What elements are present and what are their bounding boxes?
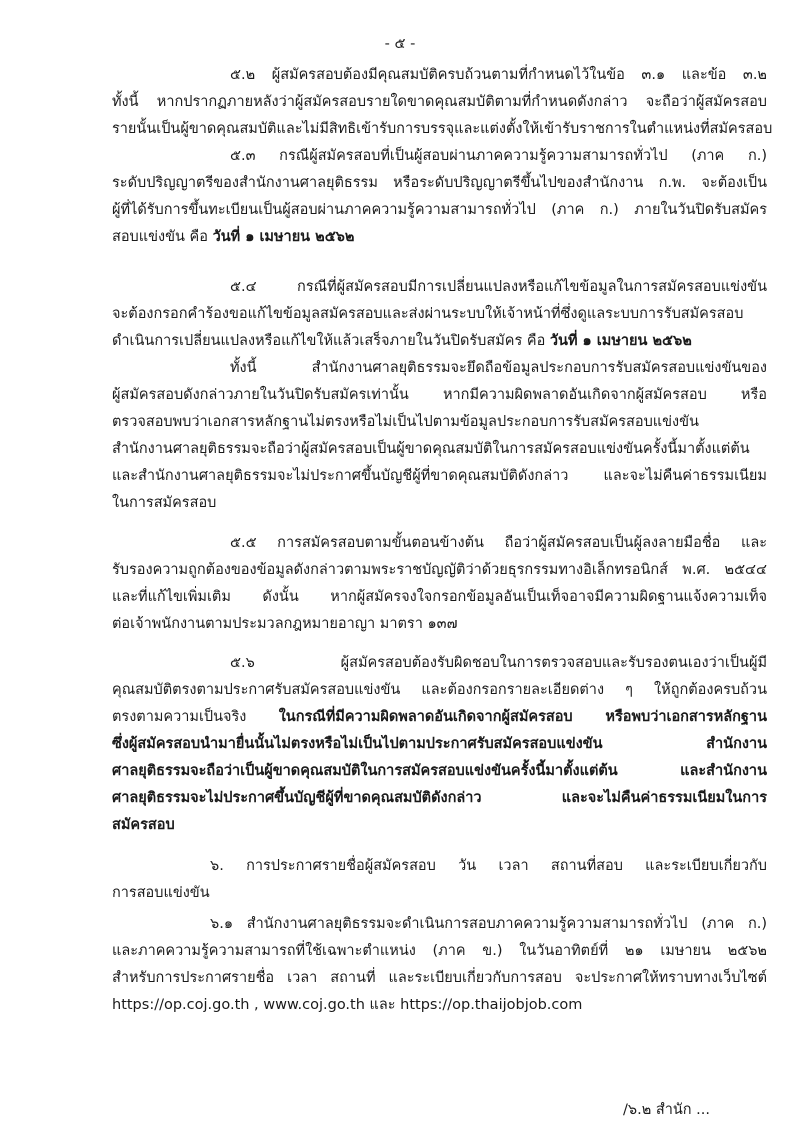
text-line — [112, 731, 767, 758]
paragraph-5-3 — [112, 143, 767, 251]
paragraph-5-2 — [112, 62, 773, 143]
line-text: ระดับปริญญาตรีของสำนักงานศาลยุติธรรม หรือระดับปริญญาตรีขึ้นไปของสำนักงาน ก.พ. จะต้องเป็น — [112, 175, 767, 191]
line-text: รายนั้นเป็นผู้ขาดคุณสมบัติและไม่มีสิทธิเข้ารับการบรรจุและแต่งตั้งให้เข้ารับราชการในตำแหน่งที่สมัครสอบ — [112, 121, 773, 137]
line-text: การสอบแข่งขัน — [112, 885, 210, 901]
line-text: สอบแข่งขัน คือ — [112, 229, 213, 245]
line-text: และที่แก้ไขเพิ่มเติม ดังนั้น หากผู้สมัครจงใจกรอกข้อมูลอันเป็นเท็จอาจมีความผิดฐานแจ้งความเท็จ — [112, 589, 767, 605]
line-text: ในการสมัครสอบ — [112, 495, 217, 511]
line-text: ผู้สมัครสอบดังกล่าวภายในวันปิดรับสมัครเท่านั้น หากมีความผิดพลาดอันเกิดจากผู้สมัครสอบ หรือ — [112, 387, 767, 403]
text-line — [112, 812, 767, 839]
text-line — [112, 89, 767, 116]
text-line — [112, 992, 767, 1019]
text-line — [112, 62, 767, 89]
line-text: https://op.coj.go.th , www.coj.go.th และ https://op.thaijobjob.com — [112, 997, 583, 1013]
text-line — [112, 965, 767, 992]
line-text: ๖. การประกาศรายชื่อผู้สมัครสอบ วัน เวลา สถานที่สอบ และระเบียบเกี่ยวกับ — [210, 858, 767, 874]
line-bold-text: วันที่ ๑ เมษายน ๒๕๖๒ — [549, 333, 692, 349]
text-line — [112, 436, 767, 463]
line-text: ตรวจสอบพบว่าเอกสารหลักฐานไม่ตรงหรือไม่เป็นไปตามข้อมูลประกอบการรับสมัครสอบแข่งขัน — [112, 414, 699, 430]
text-line — [112, 584, 767, 611]
text-line — [112, 197, 767, 224]
paragraph-5-4 — [112, 274, 767, 517]
line-text: ดำเนินการเปลี่ยนแปลงหรือแก้ไขให้แล้วเสร็จภายในวันปิดรับสมัคร คือ — [112, 333, 550, 349]
text-line — [112, 355, 767, 382]
line-text: ๕.๕ การสมัครสอบตามขั้นตอนข้างต้น ถือว่าผู้สมัครสอบเป็นผู้ลงลายมือชื่อ และ — [230, 535, 767, 551]
line-text: คุณสมบัติตรงตามประกาศรับสมัครสอบแข่งขัน และต้องกรอกรายละเอียดต่าง ๆ ให้ถูกต้องครบถ้วน — [112, 682, 767, 698]
text-line — [112, 557, 767, 584]
paragraph-5-6 — [112, 650, 767, 839]
text-line — [112, 911, 767, 938]
line-text: ๕.๔ กรณีที่ผู้สมัครสอบมีการเปลี่ยนแปลงหรือแก้ไขข้อมูลในการสมัครสอบแข่งขัน — [230, 279, 767, 295]
text-line — [112, 382, 767, 409]
text-line — [112, 463, 767, 490]
text-line — [112, 677, 767, 704]
line-text: ทั้งนี้ สำนักงานศาลยุติธรรมจะยึดถือข้อมูลประกอบการรับสมัครสอบแข่งขันของ — [230, 360, 767, 376]
line-text: ทั้งนี้ หากปรากฏภายหลังว่าผู้สมัครสอบรายใดขาดคุณสมบัติตามที่กำหนดดังกล่าว จะถือว่าผู้สมัครสอบ — [112, 94, 767, 110]
text-line — [112, 880, 767, 907]
continuation-reference: /๖.๒ สำนัก ... — [623, 1102, 710, 1118]
text-line — [112, 938, 767, 965]
text-line — [112, 611, 767, 638]
line-bold-text: ศาลยุติธรรมจะถือว่าเป็นผู้ขาดคุณสมบัติในการสมัครสอบแข่งขันครั้งนี้มาตั้งแต่ต้น และสำนักงาน — [112, 763, 767, 779]
line-text: รับรองความถูกต้องของข้อมูลดังกล่าวตามพระราชบัญญัติว่าด้วยธุรกรรมทางอิเล็กทรอนิกส์ พ.ศ. ๒๕๔๔ — [112, 562, 767, 578]
text-line — [112, 785, 767, 812]
line-text: ๕.๒ ผู้สมัครสอบต้องมีคุณสมบัติครบถ้วนตามที่กำหนดไว้ในข้อ ๓.๑ และข้อ ๓.๒ — [230, 67, 767, 83]
line-bold-text: สมัครสอบ — [112, 817, 175, 833]
line-text: จะต้องกรอกคำร้องขอแก้ไขข้อมูลสมัครสอบและส่งผ่านระบบให้เจ้าหน้าที่ซึ่งดูแลระบบการรับสมัครสอบ — [112, 306, 744, 322]
text-line — [112, 274, 767, 301]
text-line — [112, 409, 767, 436]
paragraph-6-1 — [112, 911, 767, 1019]
line-bold-text: วันที่ ๑ เมษายน ๒๕๖๒ — [212, 229, 355, 245]
text-line — [112, 650, 767, 677]
line-text: ๕.๓ กรณีผู้สมัครสอบที่เป็นผู้สอบผ่านภาคความรู้ความสามารถทั่วไป (ภาค ก.) — [230, 148, 767, 164]
line-bold-text: ซึ่งผู้สมัครสอบนำมายื่นนั้นไม่ตรงหรือไม่เป็นไปตามประกาศรับสมัครสอบแข่งขัน สำนักงาน — [112, 736, 767, 752]
text-line — [112, 143, 767, 170]
line-bold-text: ในกรณีที่มีความผิดพลาดอันเกิดจากผู้สมัครสอบ หรือพบว่าเอกสารหลักฐาน — [278, 709, 767, 725]
paragraph-6 — [112, 853, 767, 907]
text-line — [112, 116, 773, 143]
line-text: ผู้ที่ได้รับการขึ้นทะเบียนเป็นผู้สอบผ่านภาคความรู้ความสามารถทั่วไป (ภาค ก.) ภายในวันปิดรับสมัคร — [112, 202, 767, 218]
line-text: และสำนักงานศาลยุติธรรมจะไม่ประกาศขึ้นบัญชีผู้ที่ขาดคุณสมบัติดังกล่าว และจะไม่คืนค่าธรรมเนียม — [112, 468, 767, 484]
text-line — [112, 490, 767, 517]
page-number: - ๕ - — [384, 36, 416, 52]
line-text: และภาคความรู้ความสามารถที่ใช้เฉพาะตำแหน่ง (ภาค ข.) ในวันอาทิตย์ที่ ๒๑ เมษายน ๒๕๖๒ — [112, 943, 767, 959]
line-text: ตรงตามความเป็นจริง — [112, 709, 279, 725]
text-line — [112, 530, 767, 557]
text-line — [112, 853, 767, 880]
text-line — [112, 224, 767, 251]
text-line — [112, 704, 767, 731]
paragraph-5-5 — [112, 530, 767, 638]
text-line — [112, 758, 767, 785]
line-text: สำหรับการประกาศรายชื่อ เวลา สถานที่ และระเบียบเกี่ยวกับการสอบ จะประกาศให้ทราบทางเว็บไซต์ — [112, 970, 767, 986]
text-line — [112, 328, 767, 355]
line-bold-text: ศาลยุติธรรมจะไม่ประกาศขึ้นบัญชีผู้ที่ขาดคุณสมบัติดังกล่าว และจะไม่คืนค่าธรรมเนียมในการ — [112, 790, 767, 806]
text-line — [112, 170, 767, 197]
document-body — [112, 62, 773, 1019]
line-text: สำนักงานศาลยุติธรรมจะถือว่าผู้สมัครสอบเป็นผู้ขาดคุณสมบัติในการสมัครสอบแข่งขันครั้งนี้มาตั้งแต่ต้น — [112, 441, 750, 457]
line-text: ต่อเจ้าพนักงานตามประมวลกฎหมายอาญา มาตรา ๑๓๗ — [112, 616, 458, 632]
text-line — [112, 301, 767, 328]
line-text: ๕.๖ ผู้สมัครสอบต้องรับผิดชอบในการตรวจสอบและรับรองตนเองว่าเป็นผู้มี — [230, 655, 767, 671]
line-text: ๖.๑ สำนักงานศาลยุติธรรมจะดำเนินการสอบภาคความรู้ความสามารถทั่วไป (ภาค ก.) — [210, 916, 767, 932]
